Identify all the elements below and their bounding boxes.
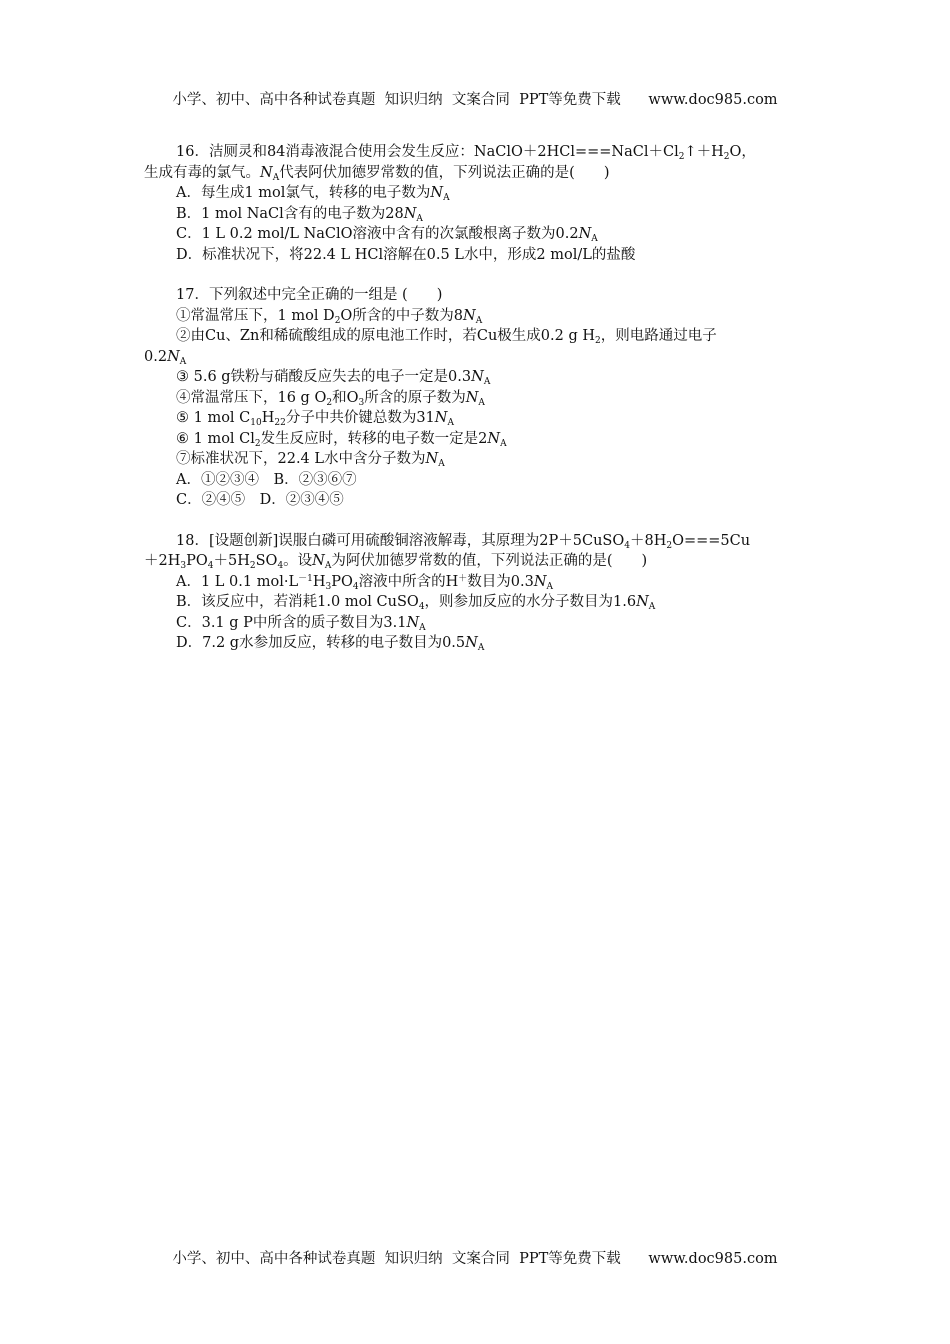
statement-text: 分子中共价键总数为31: [285, 410, 435, 426]
statement-text: ，则电路通过电子: [600, 328, 717, 344]
avogadro-symbol: N: [636, 594, 649, 610]
subscript: 2: [334, 315, 341, 326]
stem-text: ＋5H: [213, 553, 250, 569]
subscript: 2: [254, 438, 261, 449]
statement-text: ③ 5.6 g铁粉与硝酸反应失去的电子一定是0.3: [176, 369, 472, 385]
option-d: [144, 633, 810, 654]
avogadro-symbol: N: [487, 430, 501, 447]
subscript: 4: [624, 540, 630, 551]
statement-text: ⑦标准状况下，22.4 L水中含分子数为: [176, 451, 426, 467]
stem-text: ＋2H: [144, 553, 181, 569]
subscript: 2: [666, 540, 673, 551]
subscript: A: [272, 172, 280, 183]
subscript: 2: [678, 152, 685, 162]
subscript: A: [483, 377, 491, 387]
subscript: 2: [249, 561, 256, 571]
subscript: A: [546, 581, 554, 592]
question-17: [144, 285, 810, 511]
stem-text: PO: [186, 553, 208, 569]
statement-6: [144, 429, 810, 450]
subscript: 2: [723, 152, 730, 162]
avogadro-symbol: N: [465, 389, 479, 406]
statement-text: 0.2: [144, 348, 168, 365]
question-18-stem-line2: [144, 551, 810, 572]
statement-text: ④常温常压下，16 g O: [176, 389, 327, 406]
option-a: [144, 183, 810, 204]
subscript: A: [443, 193, 450, 203]
avogadro-symbol: N: [425, 451, 439, 467]
subscript: 3: [180, 561, 187, 571]
superscript: ＋: [458, 573, 468, 584]
subscript: 22: [274, 418, 286, 428]
option-text: A．1 L 0.1 mol·L: [176, 573, 299, 590]
subscript: A: [648, 602, 656, 612]
option-text: B．1 mol NaCl含有的电子数为28: [176, 205, 404, 222]
avogadro-symbol: N: [533, 573, 547, 590]
stem-text: 为阿伏加德罗常数的值，下列说法正确的是( ): [331, 553, 648, 569]
subscript: A: [416, 213, 423, 224]
option-text: 溶液中所含的H: [358, 573, 459, 590]
subscript: 4: [418, 602, 425, 612]
statement-7: [144, 449, 810, 470]
stem-text: 洁厕灵和84消毒液混合使用会发生反应：NaClO＋2HCl===NaCl＋Cl: [208, 144, 679, 160]
subscript: A: [179, 356, 187, 367]
avogadro-symbol: N: [463, 307, 476, 324]
subscript: A: [438, 459, 445, 469]
subscript: A: [324, 561, 332, 571]
option-text: C．1 L 0.2 mol/L NaClO溶液中含有的次氯酸根离子数为0.2: [176, 226, 579, 242]
subscript: 10: [250, 418, 262, 428]
question-number: 17．: [176, 287, 209, 303]
subscript: 4: [352, 581, 359, 592]
statement-text: O所含的中子数为8: [340, 307, 464, 324]
option-text: 数目为0.3: [467, 573, 534, 590]
stem-text: 下列叙述中完全正确的一组是 ( ): [208, 287, 443, 303]
subscript: A: [500, 438, 507, 449]
option-c: [144, 224, 810, 245]
stem-text: 误服白磷可用硫酸铜溶液解毒，其原理为2P＋5CuSO: [278, 532, 625, 549]
option-text: ，则参加反应的水分子数目为1.6: [424, 594, 637, 610]
option-text: A．每生成1 mol氯气，转移的电子数为: [176, 185, 431, 201]
option-text: C．3.1 g P中所含的质子数目为3.1: [176, 614, 407, 631]
option-d: D．标准状况下，将22.4 L HCl溶解在0.5 L水中，形成2 mol/L的盐酸: [176, 246, 636, 263]
question-number: 18．: [176, 532, 209, 549]
options-c-d: C．②④⑤ D．②③④⑤: [176, 492, 344, 508]
statement-5: [144, 408, 810, 429]
statement-3: [144, 367, 810, 388]
subscript: 3: [358, 397, 365, 408]
stem-text: SO: [255, 553, 278, 569]
option-a: [144, 572, 810, 593]
subscript: A: [477, 643, 485, 653]
statement-text: ⑥ 1 mol Cl: [176, 430, 255, 447]
avogadro-symbol: N: [430, 185, 444, 201]
options-a-b: A．①②③④ B．②③⑥⑦: [176, 471, 357, 488]
avogadro-symbol: N: [403, 205, 417, 222]
statement-text: 和O: [332, 389, 359, 406]
option-text: D．7.2 g水参加反应，转移的电子数目为0.5: [176, 635, 466, 651]
superscript: －1: [298, 573, 313, 584]
option-text: PO: [331, 573, 353, 590]
option-text: H: [312, 573, 326, 590]
avogadro-symbol: N: [167, 348, 180, 365]
subscript: 2: [594, 336, 601, 346]
avogadro-symbol: N: [406, 614, 420, 631]
statement-4: [144, 388, 810, 409]
question-16-stem-line2: [144, 163, 810, 184]
subscript: 3: [325, 581, 332, 592]
question-17-stem: [144, 285, 810, 306]
subscript: 4: [207, 561, 214, 571]
avogadro-symbol: N: [578, 226, 592, 242]
subscript: A: [475, 315, 483, 326]
avogadro-symbol: N: [312, 553, 325, 569]
stem-text: O，: [729, 144, 756, 160]
subscript: A: [591, 234, 598, 244]
subscript: 2: [326, 397, 333, 408]
stem-text: ↑＋H: [684, 144, 724, 160]
statement-text: 所含的原子数为: [364, 389, 466, 406]
avogadro-symbol: N: [471, 369, 484, 385]
avogadro-symbol: N: [434, 410, 448, 426]
statement-1: [144, 306, 810, 327]
statement-text: H: [261, 410, 275, 426]
option-c: [144, 613, 810, 634]
stem-text: 代表阿伏加德罗常数的值，下列说法正确的是( ): [279, 164, 610, 181]
statement-text: 发生反应时，转移的电子数一定是2: [260, 430, 488, 447]
stem-text: 生成有毒的氯气。: [144, 164, 260, 181]
option-b: [144, 592, 810, 613]
statement-text: ①常温常压下，1 mol D: [176, 307, 335, 324]
question-18: [144, 531, 810, 654]
option-text: B．该反应中，若消耗1.0 mol CuSO: [176, 594, 419, 610]
question-18-stem-line1: [144, 531, 810, 552]
statement-2-line2: [144, 347, 810, 368]
avogadro-symbol: N: [260, 164, 273, 181]
document-body: [144, 142, 810, 674]
question-16-stem-line1: [144, 142, 810, 163]
stem-text: ＋8H: [629, 532, 667, 549]
statement-text: ②由Cu、Zn和稀硫酸组成的原电池工作时，若Cu极生成0.2 g H: [176, 328, 595, 344]
page-header: 小学、初中、高中各种试卷真题 知识归纳 文案合同 PPT等免费下载 www.doc985.com: [172, 92, 778, 108]
statement-text: ⑤ 1 mol C: [176, 410, 251, 426]
subscript: A: [478, 397, 485, 408]
option-b: [144, 204, 810, 225]
avogadro-symbol: N: [465, 635, 478, 651]
subscript: A: [447, 418, 454, 428]
subscript: A: [419, 622, 426, 633]
stem-text: 。设: [283, 553, 313, 569]
question-16: [144, 142, 810, 265]
question-number: 16．: [176, 144, 209, 160]
stem-text: O===5Cu: [672, 532, 751, 549]
statement-2-line1: [144, 326, 810, 347]
subscript: 4: [277, 561, 284, 571]
innovation-tag: [设题创新]: [208, 532, 279, 549]
page-footer: 小学、初中、高中各种试卷真题 知识归纳 文案合同 PPT等免费下载 www.doc985.com: [172, 1251, 778, 1267]
